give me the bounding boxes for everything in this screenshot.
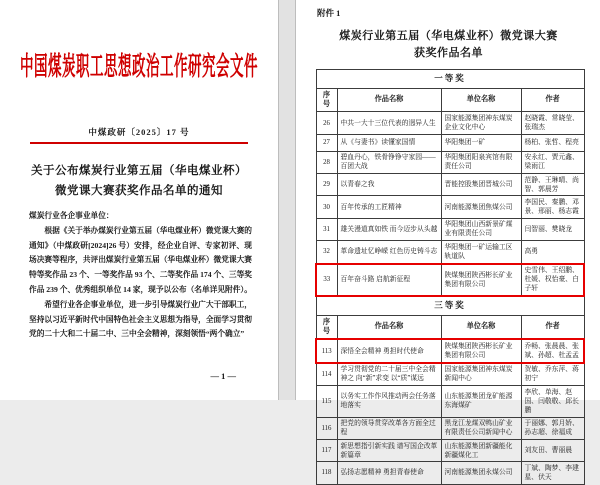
column-header: 作品名称 xyxy=(337,89,441,112)
cell-org: 河南能源集团永煤公司 xyxy=(441,462,521,484)
cell-no: 27 xyxy=(316,134,337,151)
cell-title: 中共一大十三位代表的迥异人生 xyxy=(337,112,441,134)
cell-authors: 范静、王琳晴、尚智、郭晨芳 xyxy=(521,174,584,196)
document-page-left xyxy=(0,0,279,400)
table-row xyxy=(316,440,584,462)
cell-title: 碧血丹心，铁骨铮铮守家园——百团大战 xyxy=(337,151,441,173)
awards-table xyxy=(315,69,585,485)
cell-org: 国家能源集团神东煤炭新闻中心 xyxy=(441,363,521,386)
table-row xyxy=(316,417,584,439)
table-row xyxy=(316,363,584,386)
cell-title: 以务实工作作风推动两会任务落地落实 xyxy=(337,386,441,418)
notice-paragraph-1: 根据《关于举办煤炭行业第五届（华电煤业杯）微党课大赛的通知》（中煤政研[2024]26 号）安排，经企业自评、专家初评、现场决赛等程序，共评出煤炭行业第五届（华电煤业杯）微党课大赛特等奖作品 23 个、一等奖作品 93 个、二等奖作品 174 个、三等奖作品 239 个、优秀组织单位 14 家，现予以公布（名单详见附件）。 xyxy=(29,225,252,294)
cell-no: 33 xyxy=(316,264,337,297)
notice-title-line2: 微党课大赛获奖作品名单的通知 xyxy=(55,185,223,197)
table-row xyxy=(316,174,584,196)
table-header-row xyxy=(316,89,584,112)
table-row xyxy=(316,386,584,418)
cell-no: 113 xyxy=(316,339,337,362)
cell-title: 从《与妻书》读懂家国情 xyxy=(337,134,441,151)
attachment-label: 附件 1 xyxy=(317,8,341,18)
cell-org: 山东能源集团龙矿能源东海煤矿 xyxy=(441,386,521,418)
table-row xyxy=(316,218,584,240)
cell-title: 学习贯彻党的二十届三中全会精神之 向“新”求变 以“质”谋远 xyxy=(337,363,441,386)
cell-authors: 贺敏、乔东萍、蒋初宁 xyxy=(521,363,584,386)
cell-authors: 史雪伟、王绍鹏、杜媛、权怡豪、白子轩 xyxy=(521,264,584,297)
cell-no: 28 xyxy=(316,151,337,173)
notice-title-line1: 关于公布煤炭行业第五届（华电煤业杯） xyxy=(31,165,247,177)
cell-no: 31 xyxy=(316,218,337,240)
cell-org: 晋能控股集团晋城公司 xyxy=(441,174,521,196)
cell-authors: 杨柏、张哲、程亮 xyxy=(521,134,584,151)
awards-table-wrap xyxy=(315,69,583,485)
cell-title: 百年奋斗路 启航新征程 xyxy=(337,264,441,297)
cell-org: 山东能源集团新疆能化新疆煤化工 xyxy=(441,440,521,462)
column-header: 作品名称 xyxy=(337,316,441,340)
column-header: 序号 xyxy=(316,89,337,112)
cell-no: 117 xyxy=(316,440,337,462)
cell-authors: 李国民、秦鹏、邓景、邢丽、杨志霞 xyxy=(521,196,584,218)
cell-title: 把党的领导贯穿改革各方面全过程 xyxy=(337,417,441,439)
cell-org: 国家能源集团神东煤炭企业文化中心 xyxy=(441,112,521,134)
cell-no: 29 xyxy=(316,174,337,196)
awards-title-line2: 获奖作品名单 xyxy=(414,47,483,59)
table-row xyxy=(316,196,584,218)
cell-authors: 李欣、单海、赵国、闫敬敬、邱长鹏 xyxy=(521,386,584,418)
awards-title-line1: 煤炭行业第五届（华电煤业杯）微党课大赛 xyxy=(339,30,558,42)
cell-no: 115 xyxy=(316,386,337,418)
cell-no: 116 xyxy=(316,417,337,439)
cell-title: 新思想指引新实践 谱写国企改革新篇章 xyxy=(337,440,441,462)
document-page-right xyxy=(295,0,600,482)
cell-org: 华阳集团一矿 xyxy=(441,134,521,151)
column-header: 作者 xyxy=(521,89,584,112)
red-letterhead-title: 中国煤炭职工思想政治工作研究会文件 xyxy=(20,51,258,81)
cell-authors: 丁斌、陶梦、李建星、伏天 xyxy=(521,462,584,484)
table-row xyxy=(316,151,584,173)
table-row-highlighted xyxy=(316,264,584,297)
cell-authors: 闫智丽、樊晓龙 xyxy=(521,218,584,240)
prize-section-label: 三等奖 xyxy=(316,296,584,316)
page-gap-shadow xyxy=(279,0,295,400)
table-row xyxy=(316,134,584,151)
notice-paragraph-2: 希望行业各企事业单位，进一步引导煤炭行业广大干部职工，坚持以习近平新时代中国特色社会主义思想为指导，全面学习贯彻党的二十大和二十届二中、三中全会精神，深刻领悟“两个确立” xyxy=(29,299,252,339)
cell-title: 弘扬志愿精神 勇担青春使命 xyxy=(337,462,441,484)
cell-org: 华阳集团阳泉宾馆有限责任公司 xyxy=(441,151,521,173)
cell-org: 黑龙江龙煤双鸭山矿业有限责任公司新闻中心 xyxy=(441,417,521,439)
column-header: 作者 xyxy=(521,316,584,340)
cell-title: 雄关漫道真如铁 而今迈步从头越 xyxy=(337,218,441,240)
notice-body xyxy=(29,209,252,342)
table-row xyxy=(316,241,584,264)
prize-section-label: 一等奖 xyxy=(316,70,584,89)
prize-section-row xyxy=(316,70,584,89)
table-row xyxy=(316,462,584,484)
cell-org: 华阳集团山西新景矿煤业有限责任公司 xyxy=(441,218,521,240)
cell-authors: 乔畅、张晨晨、张斌、孙超、杜孟孟 xyxy=(521,339,584,362)
prize-section-row xyxy=(316,296,584,316)
cell-org: 华阳集团一矿运输工区轨道队 xyxy=(441,241,521,264)
cell-org: 陕煤集团陕西彬长矿业集团有限公司 xyxy=(441,339,521,362)
table-row-highlighted xyxy=(316,339,584,362)
salutation-line: 煤炭行业各企事业单位： xyxy=(29,211,114,220)
cell-org: 陕煤集团陕西彬长矿业集团有限公司 xyxy=(441,264,521,297)
column-header: 单位名称 xyxy=(441,89,521,112)
cell-title: 百年传承的工匠精神 xyxy=(337,196,441,218)
table-row xyxy=(316,112,584,134)
cell-authors: 安永红、贾元鑫、梁雨江 xyxy=(521,151,584,173)
page-number: — 1 — xyxy=(210,371,236,381)
cell-no: 32 xyxy=(316,241,337,264)
cell-title: 深悟全会精神 勇担时代使命 xyxy=(337,339,441,362)
cell-authors: 赵晓霞、常晓莹、张瑞杰 xyxy=(521,112,584,134)
cell-authors: 刘友田、曹丽晨 xyxy=(521,440,584,462)
cell-title: 革命遗址忆峥嵘 红色历史铸斗志 xyxy=(337,241,441,264)
column-header: 单位名称 xyxy=(441,316,521,340)
cell-no: 118 xyxy=(316,462,337,484)
cell-authors: 于丽娜、郭月娇、孙志超、徐福成 xyxy=(521,417,584,439)
table-header-row xyxy=(316,316,584,340)
document-number: 中煤政研〔2025〕17 号 xyxy=(88,127,190,137)
red-divider-rule xyxy=(30,142,248,144)
cell-title: 以青春之我 xyxy=(337,174,441,196)
cell-no: 114 xyxy=(316,363,337,386)
awards-table-body xyxy=(316,70,584,485)
cell-authors: 高勇 xyxy=(521,241,584,264)
column-header: 序号 xyxy=(316,316,337,340)
cell-org: 河南能源集团焦煤公司 xyxy=(441,196,521,218)
cell-no: 26 xyxy=(316,112,337,134)
cell-no: 30 xyxy=(316,196,337,218)
